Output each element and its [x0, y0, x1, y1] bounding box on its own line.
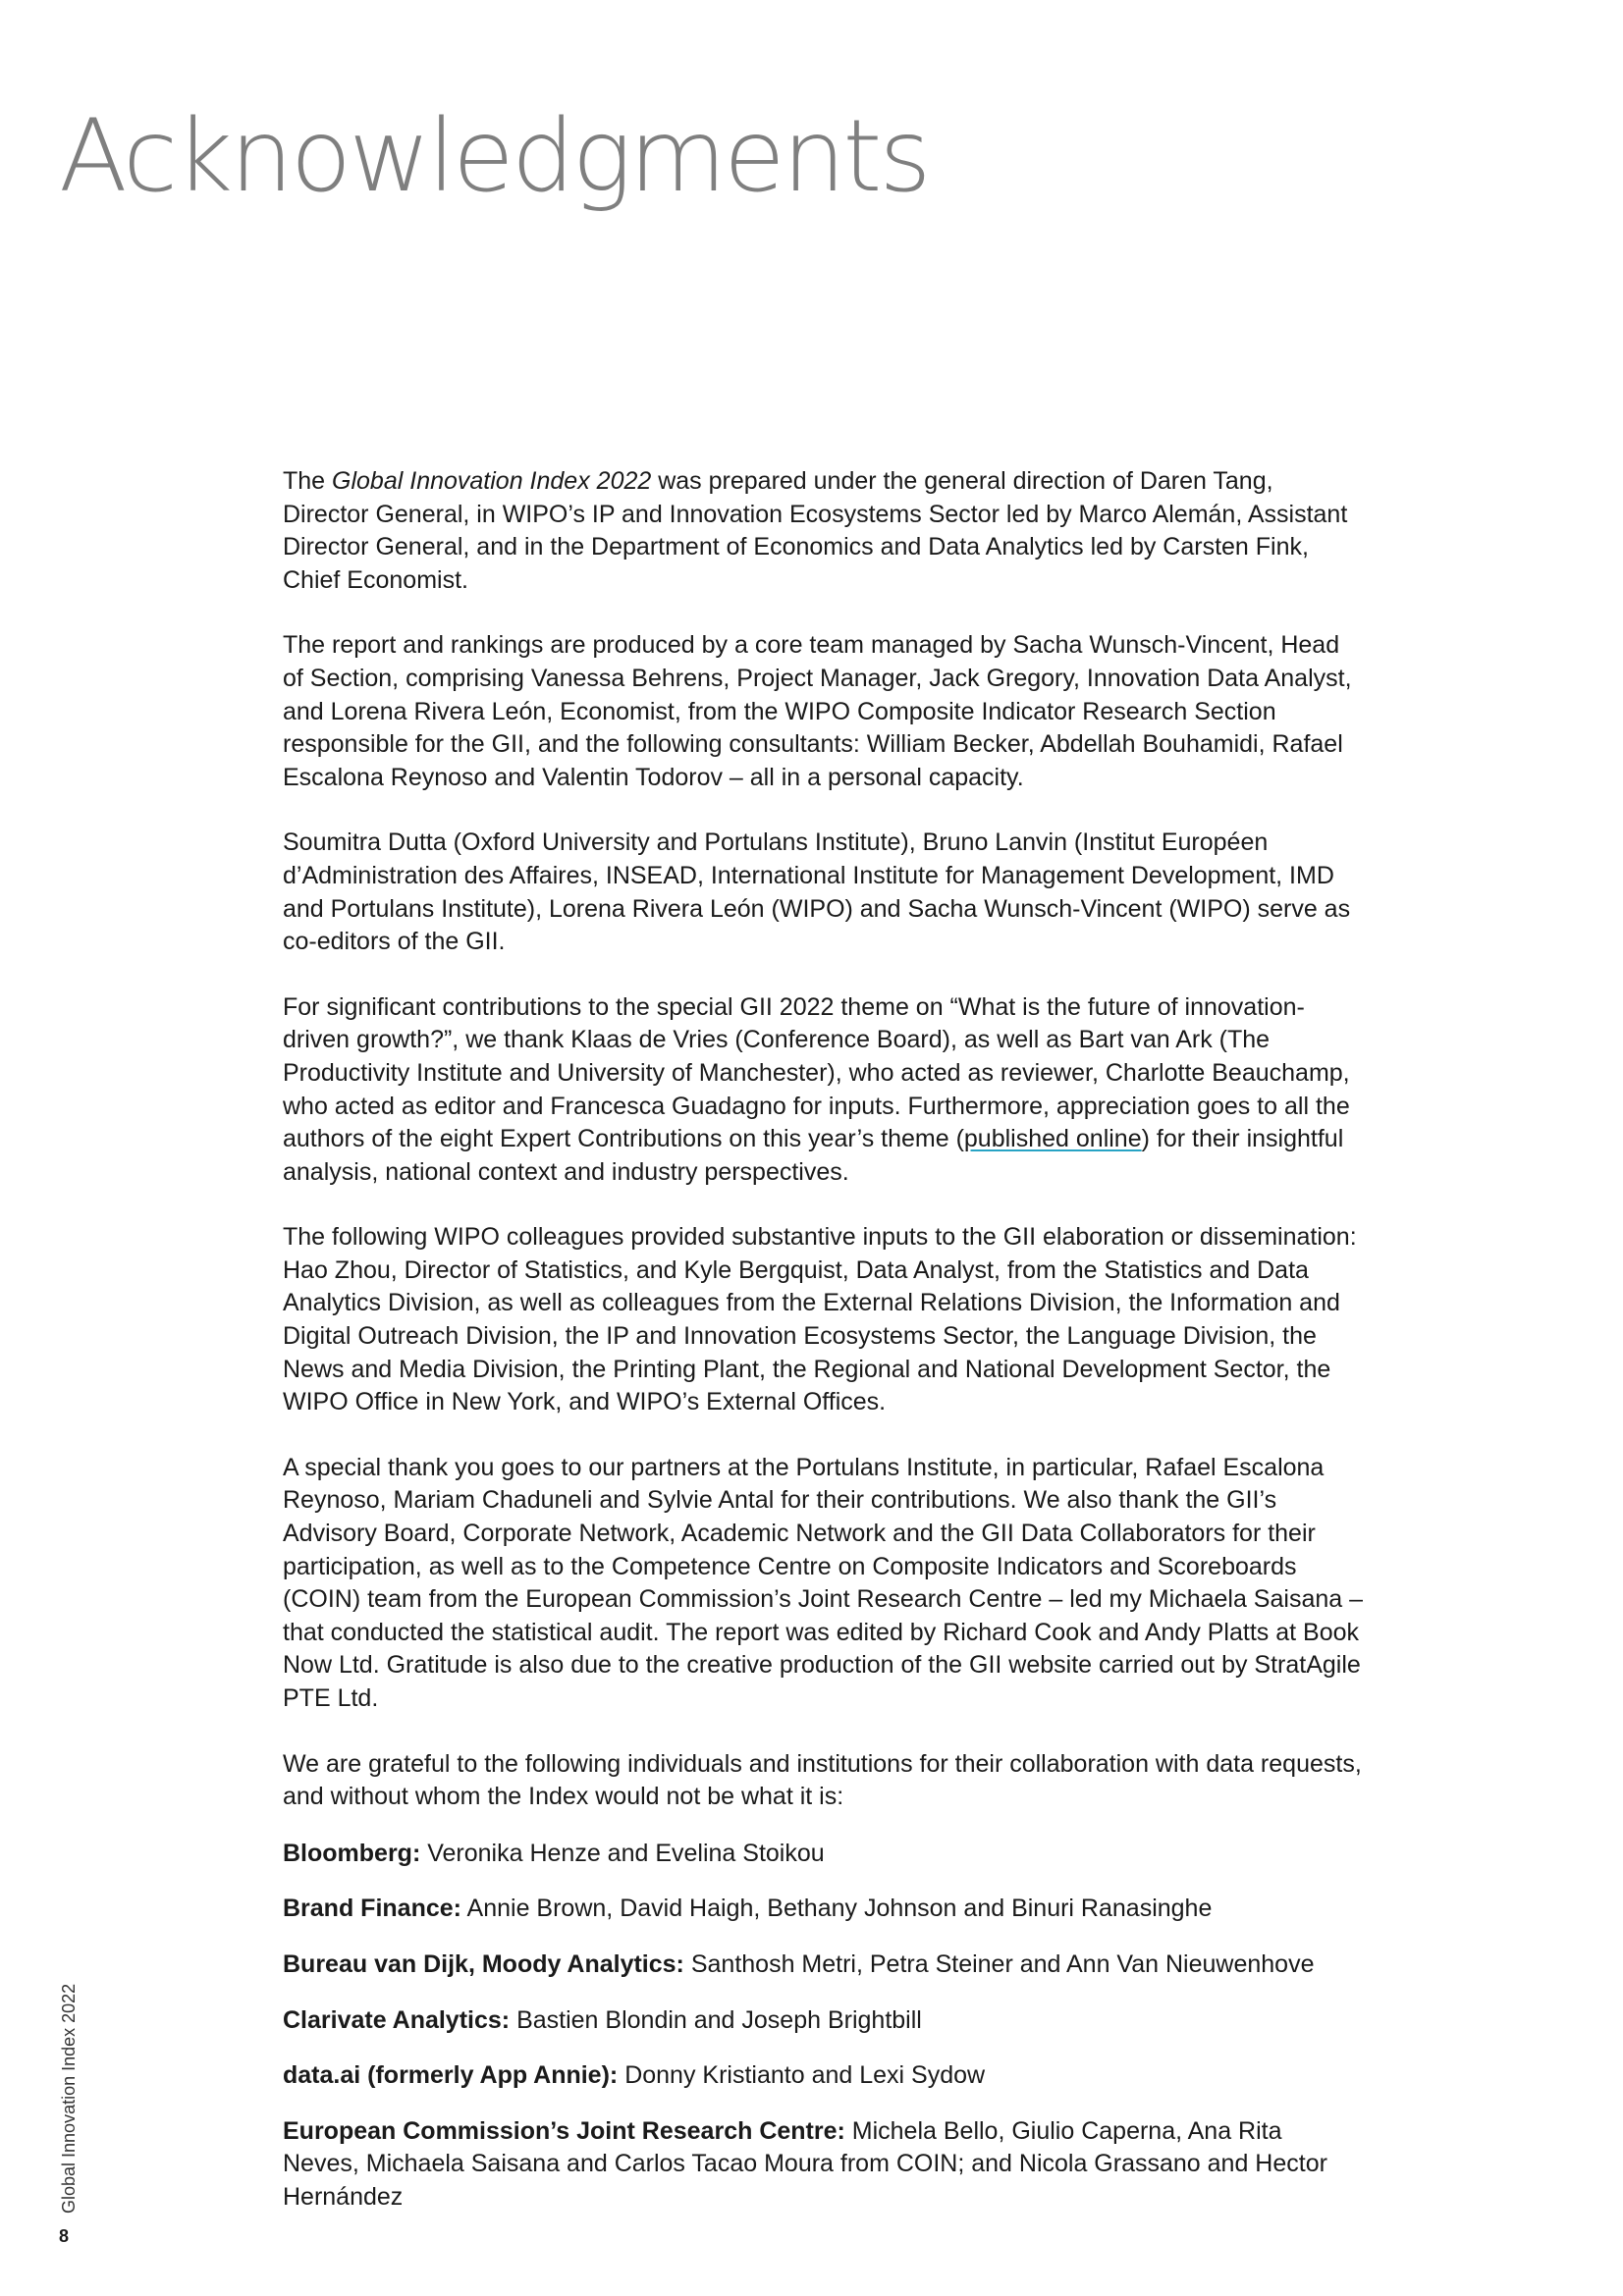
page-title: Acknowledgments: [59, 98, 929, 215]
paragraph-partners: A special thank you goes to our partners at the Portulans Institute, in particular, Rafael Escalona Reynoso, Mariam Chaduneli and Sylvie Antal for their contributions. We also thank the GII’s Advisory Board, Corporate Network, Academic Network and the GII Data Collaborators for their participation, as well as to the Competence Centre on Composite Indicators and Scoreboards (COIN) team from the European Commission’s Joint Research Centre – led my Michaela Saisana – that conducted the statistical audit. The report was edited by Richard Cook and Andy Platts at Book Now Ltd. Gratitude is also due to the creative production of the GII website carried out by StratAgile PTE Ltd.: [283, 1453, 1363, 1712]
contributor-names: Donny Kristianto and Lexi Sydow: [618, 2061, 986, 2090]
paragraph-direction: The Global Innovation Index 2022 was prepared under the general direction of Daren Tang, Director General, in WIPO’s IP and Innovation Ecosystems Sector led by Marco Alemán, Assistant Director General, and in the Department of Economics and Data Analytics led by Carsten Fink, Chief Economist.: [283, 467, 1348, 594]
contributor-entry: [283, 1949, 1363, 1982]
contributor-entry: [283, 2059, 1363, 2093]
contributor-names: Michela Bello, Giulio Caperna, Ana Rita Neves, Michaela Saisana and Carlos Tacao Moura from COIN; and Nicola Grassano and Hector Hernández: [283, 2116, 1327, 2211]
contributor-org: Bureau van Dijk, Moody Analytics:: [283, 1949, 684, 1978]
contributor-org: Bloomberg:: [283, 1839, 421, 1867]
contributor-names: Veronika Henze and Evelina Stoikou: [420, 1839, 825, 1867]
contributor-names: Bastien Blondin and Joseph Brightbill: [510, 2005, 922, 2034]
paragraph-theme-contributions: For significant contributions to the special GII 2022 theme on “What is the future of innovation-driven growth?”, we thank Klaas de Vries (Conference Board), as well as Bart van Ark (The Productivity Institute and University of Manchester), who acted as reviewer, Charlotte Beauchamp, who acted as editor and Francesca Guadagno for inputs. Furthermore, appreciation goes to all the authors of the eight Expert Contributions on this year’s theme (published online) for their insightful analysis, national context and industry perspectives.: [283, 992, 1350, 1186]
report-title: Global Innovation Index 2022: [332, 467, 652, 495]
contributor-entry: [283, 1893, 1363, 1926]
contributor-names: Annie Brown, David Haigh, Bethany Johnson and Binuri Ranasinghe: [460, 1895, 1213, 1923]
paragraph-core-team: The report and rankings are produced by a core team managed by Sacha Wunsch-Vincent, Head of Section, comprising Vanessa Behrens, Project Manager, Jack Gregory, Innovation Data Analyst, and Lorena Rivera León, Economist, from the WIPO Composite Indicator Research Section responsible for the GII, and the following consultants: William Becker, Abdellah Bouhamidi, Rafael Escalona Reynoso and Valentin Todorov – all in a personal capacity.: [283, 631, 1352, 791]
contributor-names: Santhosh Metri, Petra Steiner and Ann Van Nieuwenhove: [683, 1949, 1315, 1978]
acknowledgments-body: [283, 465, 1363, 2215]
contributor-org: European Commission’s Joint Research Centre:: [283, 2116, 845, 2145]
running-footer-title: Global Innovation Index 2022: [59, 1983, 79, 2214]
contributor-entry: [283, 2115, 1363, 2215]
paragraph-co-editors: Soumitra Dutta (Oxford University and Portulans Institute), Bruno Lanvin (Institut Européen d’Administration des Affaires, INSEAD, International Institute for Management Development, IMD and Portulans Institute), Lorena Rivera León (WIPO) and Sacha Wunsch-Vincent (WIPO) serve as co-editors of the GII.: [283, 828, 1351, 956]
contributor-org: Clarivate Analytics:: [283, 2005, 511, 2034]
paragraph-data-collaborators: We are grateful to the following individuals and institutions for their collaboration with data requests, and without whom the Index would not be what it is:: [283, 1749, 1362, 1811]
contributor-org: Brand Finance:: [283, 1895, 461, 1923]
paragraph-wipo-colleagues: The following WIPO colleagues provided substantive inputs to the GII elaboration or dissemination: Hao Zhou, Director of Statistics, and Kyle Bergquist, Data Analyst, from the Statistics and Data Analytics Division, as well as colleagues from the External Relations Division, the Information and Digital Outreach Division, the IP and Innovation Ecosystems Sector, the Language Division, the News and Media Division, the Printing Plant, the Regional and National Development Sector, the WIPO Office in New York, and WIPO’s External Offices.: [283, 1223, 1357, 1416]
contributor-entry: [283, 1838, 1363, 1871]
contributor-org: data.ai (formerly App Annie):: [283, 2061, 619, 2090]
published-online-link[interactable]: published online: [963, 1125, 1142, 1153]
contributor-entry: [283, 2004, 1363, 2038]
page-number: 8: [59, 2226, 70, 2246]
